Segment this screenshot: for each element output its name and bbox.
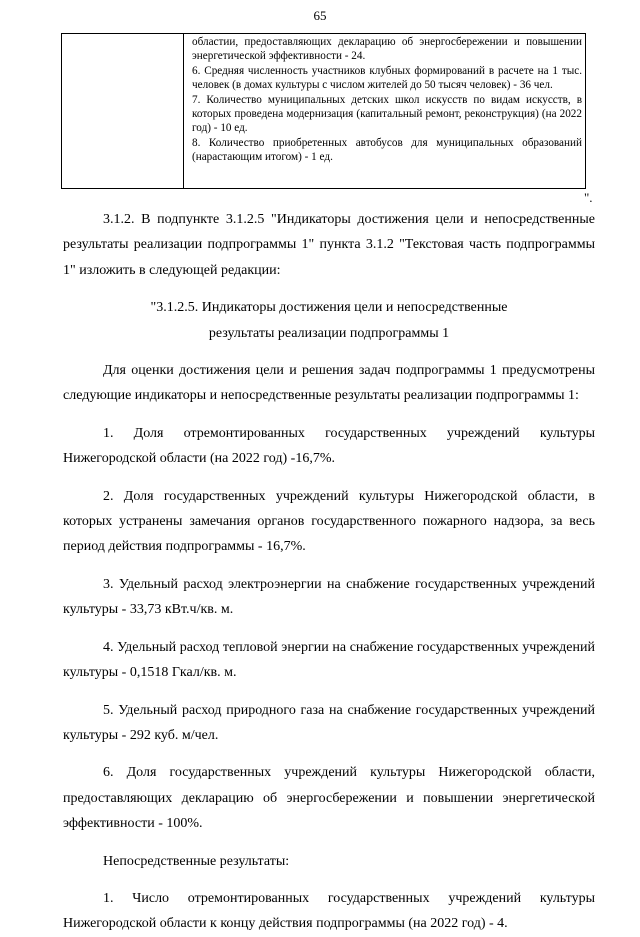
result-item: 1. Число отремонтированных государственных учреждений культуры Нижегородской области к концу действия подпрограммы (на 2022 год) - 4. (63, 890, 595, 932)
indicator-item: 5. Удельный расход природного газа на снабжение государственных учреждений культуры - 292 куб. м/чел. (63, 702, 595, 743)
table-row: 6. Средняя численность участников клубных формирований в расчете на 1 тыс. человек (в домах культуры с числом жителей до 50 тысяч человек) - 36 чел. (192, 64, 582, 92)
table-row: областии, предоставляющих декларацию об энергосбережении и повышении энергетической эффективности - 24. (192, 36, 582, 63)
closing-quote: ". (584, 190, 593, 205)
table-right-column (192, 35, 582, 165)
indicator-table-fragment (61, 33, 586, 189)
table-row: 8. Количество приобретенных автобусов для муниципальных образований (нарастающим итогом) - 1 ед. (192, 136, 582, 164)
indicator-item: 4. Удельный расход тепловой энергии на снабжение государственных учреждений культуры - 0,1518 Гкал/кв. м. (63, 639, 595, 681)
amendment-paragraph: 3.1.2. В подпункте 3.1.2.5 "Индикаторы достижения цели и непосредственные результаты реализации подпрограммы 1" пункта 3.1.2 "Текстовая часть подпрограммы 1" изложить в следующей редакции: (63, 212, 595, 278)
indicator-item: 3. Удельный расход электроэнергии на снабжение государственных учреждений культуры - 33,73 кВт.ч/кв. м. (63, 576, 595, 618)
indicator-item: 6. Доля государственных учреждений культуры Нижегородской области, предоставляющих декларацию об энергосбережении и повышении энергетической эффективности - 100%. (63, 765, 595, 832)
indicator-item: 1. Доля отремонтированных государственных учреждений культуры Нижегородской области (на 2022 год) -16,7%. (63, 425, 595, 467)
section-heading-line-1: "3.1.2.5. Индикаторы достижения цели и непосредственные (150, 300, 508, 316)
results-heading: Непосредственные результаты: (103, 853, 290, 869)
intro-paragraph: Для оценки достижения цели и решения задач подпрограммы 1 предусмотрены следующие индикаторы и непосредственные результаты реализации подпрограммы 1: (63, 363, 595, 404)
table-row: 7. Количество муниципальных детских школ искусств по видам искусств, в которых проведена модернизация (капитальный ремонт, реконструкция) (на 2022 год) - 10 ед. (192, 93, 582, 135)
page-number: 65 (313, 8, 327, 23)
section-heading-line-2: результаты реализации подпрограммы 1 (208, 325, 450, 341)
document-body (63, 207, 595, 937)
table-left-column (62, 34, 184, 188)
indicator-item: 2. Доля государственных учреждений культуры Нижегородской области, в которых устранены замечания органов государственного пожарного надзора, за весь период действия подпрограммы - 16,7%. (63, 488, 595, 555)
